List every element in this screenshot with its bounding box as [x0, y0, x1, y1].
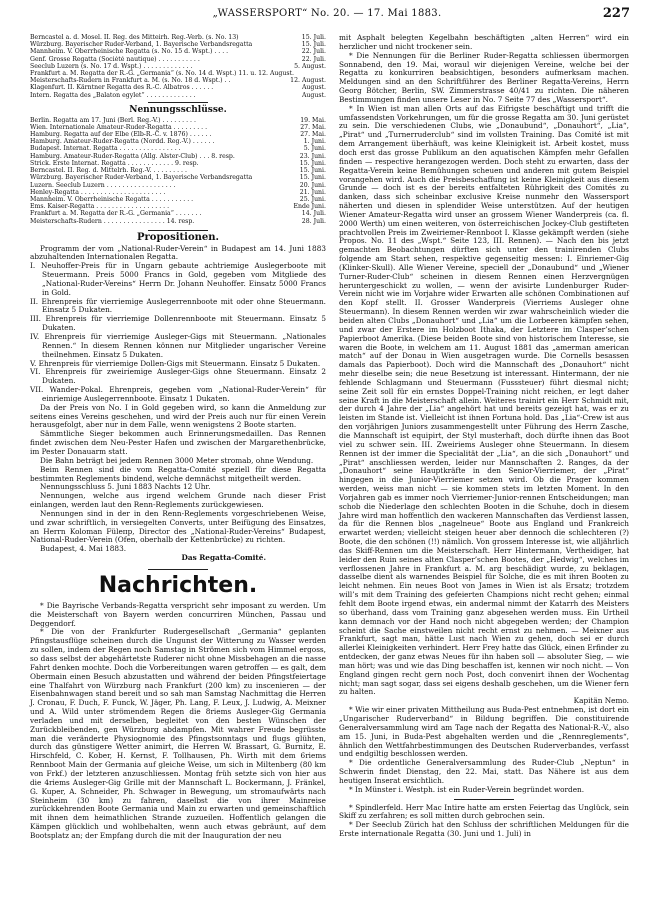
- event-date: 15. Juni.: [299, 167, 326, 175]
- news-item: * Wie wir einer privaten Mittheilung aus Buda-Pest entnehmen, ist dort ein „Ungarischer Ruderverband“ in Bildung begriffen. Die constituirende Generalversammlung wird am Tage nach der Regatta des National-R.-V., also am 15. Juni, in Buda-Pest abgehalten werden und die „Rennreglements“, ähnlich den Wettfahrbestimmungen des Deutschen Ruderverbandes, verfasst und endgiltig beschlossen werden.: [339, 705, 629, 759]
- nennung-row: [30, 160, 326, 167]
- calendar-row: [30, 77, 326, 84]
- event-date: 15. Juli.: [301, 34, 326, 41]
- event-date: 27. Mai.: [300, 131, 326, 139]
- propositionen-signature: Das Regatta-Comité.: [181, 553, 266, 563]
- page-header: [0, 8, 654, 26]
- event-date: August.: [301, 91, 326, 99]
- event-name: Luzern. Seeclub Luzern . . . . . . . . . . . . . . . . . .: [30, 181, 176, 189]
- event-name: Frankfurt a. M. Regatta der R.-G. „Germania“ (s. No. 14 d. Wspt.) 11. u. 12. August.: [30, 70, 294, 78]
- calendar-row: [30, 34, 326, 41]
- event-name: Würzburg. Bayerischer Ruder-Verband, 1. Bayerische Verbandsregatta: [30, 41, 253, 49]
- event-date: 14. Juli.: [301, 210, 326, 218]
- calendar-row: [30, 92, 326, 99]
- event-date: 22. Juli.: [301, 55, 326, 63]
- news-item: mit Asphalt belegten Kegelbahn beschäftigten „alten Herren“ wird ein herzlicher und nicht trockener sein.: [339, 33, 629, 51]
- nennung-row: [30, 124, 326, 131]
- event-name: Berncastel. II. Reg. d. Mittelrh. Reg.-V. . . . . . . . . .: [30, 167, 187, 175]
- nennungsschluss-heading: Nennungsschlüsse.: [129, 104, 227, 115]
- nennung-row: [30, 138, 326, 145]
- proposition-item: VII. Wander-Pokal. Ehrenpreis, gegeben vom „National-Ruder-Verein“ für einriemige Auslegerrennboote. Einsatz 1 Dukaten.: [30, 385, 326, 403]
- event-date: 15. Juli.: [301, 41, 326, 49]
- nachrichten-heading: Nachrichten.: [98, 572, 258, 598]
- news-item: * Die Nennungen für die Berliner Ruder-Regatta schliessen übermorgen Sonnabend, den 19. Mai, woraul wir diejenigen Vereine, welche bei der Regatta zu konkurriren beabsichtigen, besonders aufmerksam machen. Meldungen sind an den Schriftführer des Berliner Regatta-Vereins, Herrn Georg Bötcher, Berlin, SW. Zimmerstrasse 40/41 zu richten. Die näheren Bestimmungen finden unsere Leser in No. 7 Seite 77 des „Wassersport“.: [339, 50, 629, 104]
- paragraph: Die Bahn beträgt bei jedem Rennen 3000 Meter stromab, ohne Wendung.: [40, 455, 314, 465]
- event-name: Budapest. Internat. Regatta . . . . . . . . . . . . . . . .: [30, 145, 181, 153]
- nennung-row: [30, 210, 326, 217]
- news-item: * Die Bayrische Verbands-Regatta verspricht sehr imposant zu werden. Um die Meisterschaft von Bayern werden concurriren München, Passau und Deggendorf.: [30, 600, 326, 628]
- nennungsschluss-list: [30, 117, 326, 225]
- proposition-item: I. Neuhoffer-Preis für in Ungarn gebaute achtriemige Auslegerboote mit Steuermann. Preis 5000 Francs in Gold, gegeben vom Mitgliede des „National-Ruder-Vereins“ Herrn Dr. Johann Neuhoffer. Einsatz 5000 Francs in Gold.: [30, 261, 326, 297]
- propositionen-list: [30, 262, 326, 404]
- news-item: * Spindlerfeld. Herr Mac Intire hatte am ersten Feiertag das Unglück, sein Skiff zu zerfahren; es soll mitten durch gebrochen sein.: [339, 802, 629, 821]
- nennung-row: [30, 218, 326, 225]
- proposition-item: V. Ehrenpreis für vierriemige Dollen-Gigs mit Steuermann. Einsatz 5 Dukaten.: [30, 358, 321, 368]
- event-name: Genf. Grosse Regatta (Société nautique) . . . . . . . . . . .: [30, 55, 200, 63]
- event-date: 25. Juni.: [299, 195, 326, 203]
- event-date: 28. Juli.: [301, 217, 326, 225]
- event-name: Meisterschafts-Rudern in Frankfurt a. M. (s. No. 18 d. Wspt.) . .: [30, 77, 231, 85]
- paragraph: Sämmtliche Sieger bekommen auch Erinnerungsmedaillen. Das Rennen findet zwischen dem Neu-Pester Hafen und zwischen der Margarethenbrücke, im Pester Donauarm statt.: [30, 429, 326, 456]
- paragraph: Nennungen, welche aus irgend welchem Grunde nach dieser Frist einlangen, werden laut den Renn-Reglements zurückgewiesen.: [30, 491, 326, 510]
- event-date: 23. Juni.: [299, 152, 326, 160]
- running-title: „WASSERSPORT“ No. 20. — 17. Mai 1883.: [212, 8, 442, 19]
- event-name: Hamburg. Regatta auf der Elbe (Elb-R.-C. v. 1876) . . . . . .: [30, 131, 212, 139]
- proposition-item: II. Ehrenpreis für vierriemige Auslegerrennboote mit oder ohne Steuermann. Einsatz 5 Dukaten.: [30, 296, 326, 315]
- event-date: 22. Juli.: [301, 48, 326, 56]
- paragraph: Beim Rennen sind die vom Regatta-Comité speziell für diese Regatta bestimmten Reglements bindend, welche demnächst mitgetheilt werden.: [30, 464, 326, 483]
- event-name: Berlin. Regatta am 17. Juni (Berl. Reg.-V.) . . . . . . . . .: [30, 116, 196, 124]
- news-item: * Die von der Frankfurter Rudergesellschaft „Germania“ geplanten Pfingstausflüge scheinen durch die Ungunst der Witterung zu Wasser werden zu sollen, indem der Regen noch Samstag in Strömen sich vom Himmel ergoss, so dass selbst der abgehärtetste Ruderer nicht ohne Missbehagen an die nasse Fahrt denken mochte. Doch die Vorbereitungen waren getroffen — es galt, dem Obermain einen Besuch abzustatten und während der beiden Pfingstfeiertage eine Thalfahrt von Würzburg nach Frankfurt (200 km) zu inscenieren — der Eisenbahnwagen stand bereit und so sah man Samstag Nachmittag die Herren J. Cronau, F. Duch, F. Funck, W. Jäger, Ph. Lang, F. Leux, J. Ludwig, A. Meixner und A. Wild unter strömendem Regen die 8riems Ausleger-Gig Germania verladen und mit derselben, begleitet von den besten Wünschen der Zurückbleibenden, gen Würzburg abdampfen. Mit wahrer Freude begrüsste man die veränderte Physiognomie des Pfingstsonntags und flugs glühten, durch das günstigere Wetter animirt, die Herren W. Brassart, G. Burnitz, E. Hirschfeld, C. Kober, H. Kernst, F. Tollhausen, Ph. Wirth mit dem 6riems Rennboot Main der Germania auf gleiche Weise, um sich in Miltenberg (80 km von Frkf.) der letzteren anzuschliessen. Montag früh setzte sich von hier aus die 4riems Ausleger-Gig Grille mit der Mannschaft L. Bockermann, J. Fränkel, G. Kuper, A. Schneider, Ph. Schwager in Bewegung, um stromaufwärts nach Steinheim (30 km) zu fahren, daselbst die von ihrer Mainreise zurückkehrenden Boote Germania und Main zu erwarten und gemeinschaftlich mit ihnen dem heimathlichen Strande zuzueilen. Hoffentlich gelangen die Kämpen glücklich und wohlbehalten, wenn auch etwas gebräunt, auf dem Bootsplatz an; der Empfang durch die mit der Inauguration der neu: [30, 627, 326, 840]
- event-name: Berncastel a. d. Mosel. II. Reg. des Mitteirh. Reg.-Verb. (s. No. 13): [30, 34, 239, 41]
- event-name: Meisterschafts-Rudern . . . . . . . . . . . . . . . . 14. resp.: [30, 217, 195, 225]
- event-name: Hamburg. Amateur-Ruder-Regatta (Nordd. Reg.-V.) . . . . . .: [30, 138, 215, 146]
- event-date: 27. Mai.: [300, 123, 326, 131]
- event-date: 12. August.: [290, 77, 326, 85]
- event-name: Mannheim. V. Oberrheinische Regatta (s. No. 15 d. Wspt.) . . . .: [30, 48, 229, 56]
- event-name: Ems. Kaiser-Regatta . . . . . . . . . . . . . . . . . . .: [30, 203, 170, 211]
- event-name: Hamburg. Amateur-Ruder-Regatta (Allg. Alster-Club) . . . 8. resp.: [30, 152, 235, 160]
- event-date: 19. Mai.: [300, 116, 326, 124]
- news-item: * In Münster i. Westph. ist ein Ruder-Verein begründet worden.: [349, 784, 585, 794]
- event-date: 5. August.: [294, 62, 326, 70]
- event-date: 1. Juni.: [303, 138, 326, 146]
- divider: [148, 102, 208, 103]
- regatta-calendar: [30, 34, 326, 99]
- left-column: [30, 34, 326, 841]
- event-date: 20. Juni.: [299, 181, 326, 189]
- news-item: * In Wien ist man allen Orts auf das Eifrigste beschäftigt und trifft die umfassendsten Vorkehrungen, um für die grosse Regatta am 30. Juni gerüstet zu sein. Die verschiedenen Clubs, wie „Donaubund“, „Donauhort“, „Lia“, „Pirat“ und „Turnerruderclub“ sind im vollsten Training. Das Comité ist mit dem Arrangement überhäuft, was keine Kleinigkeit ist. Arbeit kostet, muss doch erst das grosse Publikum an den aquatischen Kämpfen mehr Gefallen finden — respective herangezogen werden. Doch steht zu erwarten, dass der Regatta-Verein keine Bemühungen scheuen und anderen mit gutem Beispiel vorangehen wird. Auch die Preisbeschaffung ist keine Kleinigkeit aus diesem Grunde — doch ist es der bereits entfalteten Rührigkeit des Comités zu danken, dass sich scheinbar exclusive Kreise nunmehr den Wassersport näherten und diesen in splendider Weise unterstützen. Auf der heutigen Wiener Amateur-Regatta wird unser an grossem Wiener Wanderpreis (ca. fl. 2000 Werth) um einen weiteren, von österreichischen Jockey-Club gestifteten prachtvollen Preis im Zweiriemer-Rennboot I. Klasse gekämpft werden (siehe Propos. No. 11 des „Wspt.“ Seite 123, III. Rennen). — Nach den bis jetzt gemachten Beobachtungen dürften sich unter den trainirenden Clubs folgende am Start sehen, respektive gegenseitig messen: I. Einriemer-Gig (Klinker-Skull). Alle Wiener Vereine, speciell der „Donaubund“ und „Wiener Turner-Ruder-Club“ scheinen in diesem Rennen einen Herzvergnügen heruntergeschickt zu wollen, — wenn der avisirte Lundenburger Ruder-Verein nicht wie im Vorjahre wider Erwarten alle schönen Combinationen auf den Kopf stellt. II. Grosser Wanderpreis (Vierriems Ausleger ohne Steuermann). In diesem Rennen werden wir zwar wahrscheinlich wieder die beiden alten Clubs „Donauhort“ und „Lia“ um die Lorbeeren kämpfen sehen, und zwar der Erstere im Holzboot Ithaka, der Letztere im Clasper’schen Papierboot Amerika. (Diese beiden Boote sind von historischem Interesse, sie waren die Boote, in welchem am 11. August 1881 das „amerman american match“ auf der Donau in Wien ausgetragen wurde. Die Cornells besassen damals das Papierboot). Doch wird die Mannschaft des „Donauhort“ nicht mehr dieselbe sein; die neue Besetzung ist interessant. Hintermann, der nie fehlende Schlagmann und Steuermann (Fusssteuer) führt diesmal nicht; seine Zeit soll für ein ernstes Doppel-Training nicht reichen, er legt daher seine Kraft in die Meisterschaft allein. Weiteres trainirt ein Herr Schmidt mit, der durch 4 Jahre der „Lia“ angehört hat und bereits gezeigt hat, was er zu leisten im Stande ist. Vielleicht ist ihnen Fortuna hold. Das „Lia“-Crew ist aus den vorjährigen Juniors zusammengestellt unter Führung des Herrn Zasche, die Mannschaft ist equipirt, der Styl musterhaft, doch dürfte ihnen das Boot viel zu schwer sein. III. Zweiriems Ausleger ohne Steuermann. In diesem Rennen ist der immer die Specialität der „Lia“, an die sich „Donauhort“ und „Pirat“ anschliessen werden, leider nur Mannschaften 2. Ranges, da der „Donauhort“ seine Hauptkräfte in den Senior-Vierriemer, der „Pirat“ hingegen in die Junior-Vierriemer setzen wird. Ob die Prager kommen werden, weiss man nicht — sie kommen stets im letzten Moment. In den Vorjahren gab es immer noch Vierriemer-Junior-rennen Entscheidungen; man schob die Niederlage den schlechten Booten in die Schuhe, doch in diesem Jahre wird man hoffentlich den wackeren Mannschaften das Verdienst lassen, da für die Rennen blos „nagelneue“ Boote aus England und Frankreich erwartet werden; vielleicht steigen heuer aber dennoch die schlechteren (?) Boote, die den schönen (!!) nämlich. Von grossem Interesse ist, wie alljährlich das Skiff-Rennen um die Meisterschaft. Herr Hintermann, Vertheidiger, hat leider den Ruin seines alten Clasper’schen Bootes, der „Hedwig“, welches im verflossenen Jahre in Frankfurt a. M. arg beschädigt wurde, zu beklagen, dasselbe dient als warnendes Beispiel für Solche, die es mit ihren Booten zu leicht nehmen. Ein neues Boot von James in Wien ist als Ersatz; trotzdem will’s mit dem Training des gefeierten Champions nicht recht gehen; einmal fehlt dem Boote irgend etwas, ein andermal nimmt der Katarrh des Meisters so überhand, dass vom Training ganz abgesehen werden muss. Ein Urtheil kann demnach vor der Hand noch nicht abgegeben werden; der Champion scheint die Sache einstweilen nicht recht ernst zu nehmen. — Meixner aus Frankfurt, sagt man, hätte Lust nach Wien zu gehen, doch sei er durch allerlei Kleinigkeiten verhindert. Herr Frey hatte das Glück, einen Erfinder zu entdecken, der ganz etwas Neues für ihn haben soll — absoluter Sieg, — wie man hört; was und wie das Ding beschaffen ist, kennen wir noch nicht. — Von England gingen recht gern noch Post, doch convenirt ihnen der Wochentag nicht; man sagt sogar, dass sei eigens deshalb geschehen, um die Wiener fern zu halten.: [339, 103, 629, 697]
- nennung-row: [30, 131, 326, 138]
- paragraph: Nennungen sind in der in den Renn-Reglements vorgeschriebenen Weise, und zwar schriftlich, in versiegelten Converts, unter Beifügung des Einsatzes, an Herrn Koloman Füleпp, Director des „National-Ruder-Vereins“ Budapest, National-Ruder-Verein (Ofen, oberhalb der Kettenbrücke) zu richten.: [30, 508, 326, 545]
- calendar-row: [30, 48, 326, 55]
- news-item: * Die ordentliche Generalversammlung des Ruder-Club „Neptun“ in Schwerin findet Dienstag, den 22. Mai, statt. Das Nähere ist aus dem heutigen Inserat ersichtlich.: [339, 758, 629, 785]
- event-name: Klagenfurt. II. Kärntner Regatta des R.-C. Albatros . . . . . .: [30, 84, 214, 92]
- nennung-row: [30, 153, 326, 160]
- event-name: Würzburg. Bayerischer Ruder-Verband, 1. Bayerische Verbandsregatta: [30, 174, 253, 182]
- nennung-row: [30, 174, 326, 181]
- event-name: Henley-Regatta . . . . . . . . . . . . . . . . . . . . . .: [30, 188, 166, 196]
- divider: [454, 799, 514, 800]
- event-name: Strick. Erste Internat. Regatta . . . . . . . . . . . . 9. resp.: [30, 159, 199, 167]
- calendar-row: [30, 41, 326, 48]
- nennung-row: [30, 203, 326, 210]
- event-date: 15. Juni.: [299, 159, 326, 167]
- calendar-row: [30, 84, 326, 91]
- propositionen-place: Budapest, 4. Mai 1883.: [40, 544, 127, 554]
- event-date: August.: [301, 84, 326, 92]
- nachrichten-left: [30, 602, 326, 841]
- page-number: 227: [602, 6, 630, 21]
- event-name: Frankfurt a. M. Regatta der R.-G. „Germania“ . . . . . . .: [30, 210, 202, 218]
- event-date: 21. Juni.: [299, 188, 326, 196]
- nachrichten-right: [339, 34, 629, 839]
- paragraph: Da der Preis von No. I in Gold gegeben wird, so kann die Anmeldung zur seitens eines Vereins geschehen, und wird der Preis auch nur für einen Verein herausgefolgt, aber nur in dem Falle, wenn wenigstens 2 Boote starten.: [30, 402, 326, 430]
- calendar-row: [30, 70, 326, 77]
- calendar-row: [30, 56, 326, 63]
- event-name: Seeclub Luzern (s. No. 17 d. Wspt.) . . . . . . . . . . . . .: [30, 62, 193, 70]
- divider: [148, 230, 208, 231]
- propositionen-heading: Propositionen.: [136, 231, 220, 243]
- news-item: * Der Seeclub Zürich hat den Schluss der schriftlichen Meldungen für die Erste internationale Regatta (30. Juni und 1. Juli) in: [339, 820, 629, 839]
- nennung-row: [30, 167, 326, 174]
- event-date: Ende Juni.: [293, 203, 326, 211]
- nennung-row: [30, 189, 326, 196]
- divider: [148, 569, 208, 570]
- proposition-item: IV. Ehrenpreis für vierriemige Ausleger-Gigs mit Steuermann. „Nationales Rennen.“ In diesem Rennen können nur Mitglieder ungarischer Vereine theilnehmen. Einsatz 5 Dukaten.: [30, 332, 326, 359]
- nennung-row: [30, 182, 326, 189]
- event-name: Intern. Regatta des „Balaton egylet“ . . . . . . . . . . . . .: [30, 91, 196, 99]
- calendar-row: [30, 63, 326, 70]
- proposition-item: VI. Ehrenpreis für zweiriemige Ausleger-Gigs ohne Steuermann. Einsatz 2 Dukaten.: [30, 367, 326, 386]
- nennung-row: [30, 196, 326, 203]
- author-signature: Kapitän Nemo.: [573, 696, 629, 706]
- event-date: 5. Juni.: [303, 145, 326, 153]
- event-name: Mannheim. V. Oberrheinische Regatta . . . . . . . . . . .: [30, 195, 194, 203]
- event-date: 15. Juni.: [299, 174, 326, 182]
- right-column: [339, 34, 629, 839]
- nennung-row: [30, 145, 326, 152]
- proposition-item: III. Ehrenpreis für vierriemige Dollenrennboote mit Steuermann. Einsatz 5 Dukaten.: [30, 314, 326, 333]
- propositionen-intro: Programm der vom „National-Ruder-Verein“ in Budapest am 14. Juni 1883 abzuhaltenden Internationalen Regatta.: [30, 243, 326, 262]
- paragraph: Nennungsschluss 5. Juni 1883 Nachts 12 Uhr.: [40, 482, 211, 492]
- nennung-row: [30, 117, 326, 124]
- event-name: Wien. Internationale Amateur-Ruder-Regatta . . . . . . . . .: [30, 123, 208, 131]
- propositionen-text: [30, 404, 326, 546]
